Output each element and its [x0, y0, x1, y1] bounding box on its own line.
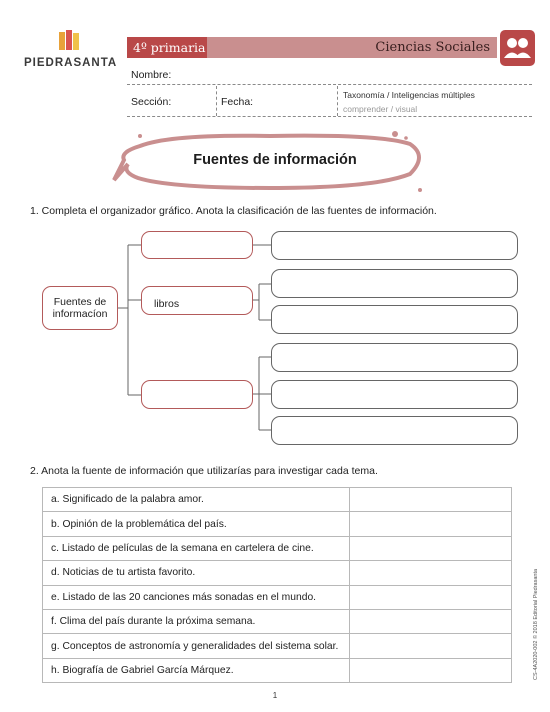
organizer-leaf-1[interactable] [271, 231, 518, 260]
table-row [43, 512, 512, 536]
table-row [43, 658, 512, 682]
name-label: Nombre: [131, 69, 172, 81]
instruction-2: 2. Anota la fuente de información que utilizarías para investigar cada tema. [30, 465, 378, 477]
students-icon [500, 30, 535, 66]
publisher-name: PIEDRASANTA [24, 57, 118, 69]
table-row [43, 585, 512, 609]
topic-cell: b. Opinión de la problemática del país. [43, 512, 350, 536]
organizer-branch-2[interactable] [141, 286, 253, 315]
answer-cell[interactable] [350, 585, 512, 609]
table-row [43, 609, 512, 633]
organizer-branch-1[interactable] [141, 231, 253, 259]
answer-cell[interactable] [350, 512, 512, 536]
organizer-leaf-6[interactable] [271, 416, 518, 445]
table-row [43, 634, 512, 658]
table-row [43, 488, 512, 512]
answer-cell[interactable] [350, 634, 512, 658]
topic-cell: g. Conceptos de astronomía y generalidades del sistema solar. [43, 634, 350, 658]
answer-cell[interactable] [350, 561, 512, 585]
organizer-branch-2-label: libros [154, 298, 180, 310]
organizer-root [42, 286, 118, 330]
topic-cell: a. Significado de la palabra amor. [43, 488, 350, 512]
answer-cell[interactable] [350, 488, 512, 512]
date-label: Fecha: [221, 96, 254, 108]
answer-cell[interactable] [350, 658, 512, 682]
section-line [127, 116, 532, 117]
document-code: CS-4A2020-002 © 2018 Editorial Piedrasanta [533, 568, 539, 680]
divider-line [337, 86, 338, 116]
answer-cell[interactable] [350, 609, 512, 633]
organizer-root-label: Fuentes de informacíon [52, 296, 108, 320]
subject-label: Ciencias Sociales [375, 40, 490, 55]
organizer-leaf-3[interactable] [271, 305, 518, 334]
topics-table [42, 487, 512, 683]
name-line [127, 84, 532, 85]
table-row [43, 536, 512, 560]
instruction-1: 1. Completa el organizador gráfico. Anota la clasificación de las fuentes de información. [30, 205, 437, 217]
organizer-branch-3[interactable] [141, 380, 253, 409]
topic-cell: d. Noticias de tu artista favorito. [43, 561, 350, 585]
grade-label: 4º primaria [127, 37, 207, 58]
topic-cell: e. Listado de las 20 canciones más sonadas en el mundo. [43, 585, 350, 609]
table-row [43, 561, 512, 585]
topic-cell: c. Listado de películas de la semana en cartelera de cine. [43, 536, 350, 560]
topic-cell: f. Clima del país durante la próxima semana. [43, 609, 350, 633]
page-title: Fuentes de información [193, 152, 357, 168]
divider-line [216, 86, 217, 116]
section-label: Sección: [131, 96, 172, 108]
organizer-leaf-2[interactable] [271, 269, 518, 298]
taxonomy-label: Taxonomía / Inteligencias múltiples [343, 90, 475, 100]
book-logo-icon [58, 30, 80, 52]
organizer-leaf-5[interactable] [271, 380, 518, 409]
answer-cell[interactable] [350, 536, 512, 560]
topic-cell: h. Biografía de Gabriel García Márquez. [43, 658, 350, 682]
publisher-logo [24, 30, 116, 72]
organizer-leaf-4[interactable] [271, 343, 518, 372]
taxonomy-values: comprender / visual [343, 104, 418, 114]
page-number: 1 [272, 691, 278, 700]
